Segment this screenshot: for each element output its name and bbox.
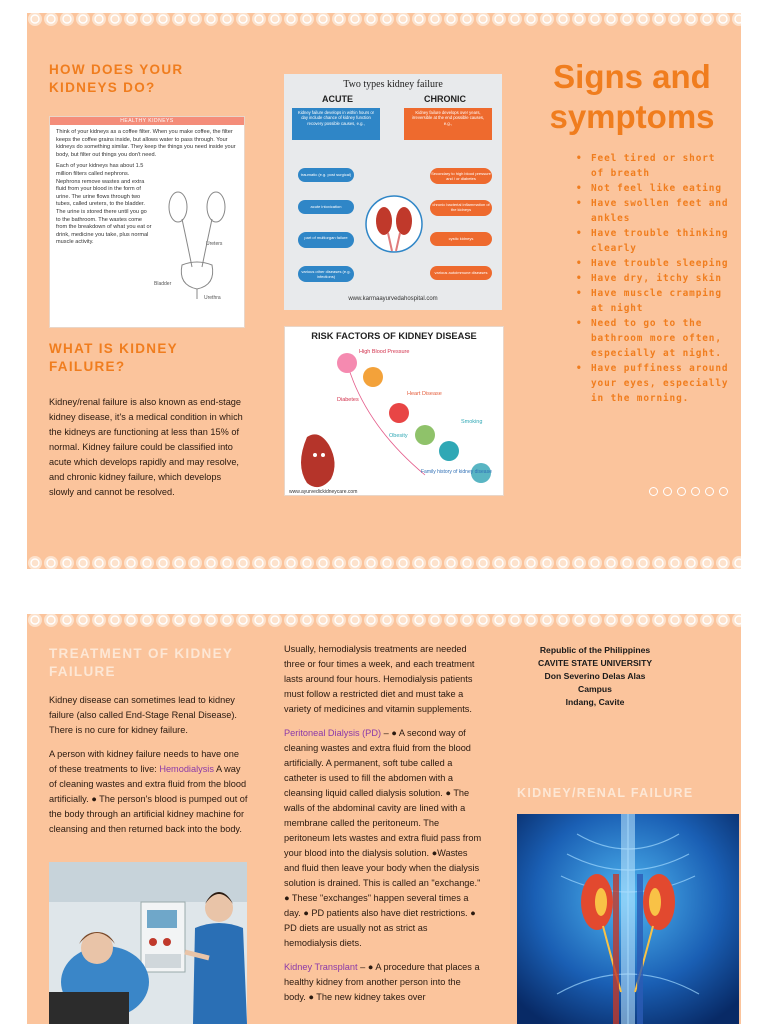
risk-url: www.ayurvedickidneycare.com	[289, 489, 358, 495]
peritoneal-dialysis-link[interactable]: Peritoneal Dialysis (PD)	[284, 728, 382, 738]
sign-item: • Have muscle cramping at night	[573, 286, 733, 316]
sign-item: • Have puffiness around your eyes, especially in the morning.	[573, 361, 733, 406]
risk-label-bp: High Blood Pressure	[359, 349, 410, 355]
how-kidneys-heading: HOW DOES YOUR KIDNEYS DO?	[49, 62, 184, 95]
kidneys-icon	[364, 179, 424, 269]
risk-label-smoking: Smoking	[461, 419, 483, 425]
acute-cause-1: traumatic (e.g. post surgical)	[298, 168, 354, 182]
chronic-description: Kidney failure develops over years, irreversible at the end possible causes, e.g.,	[404, 108, 492, 140]
healthy-kidneys-title: HEALTHY KIDNEYS	[50, 117, 244, 125]
scallop-border-bottom	[27, 547, 741, 569]
kidney-transplant-link[interactable]: Kidney Transplant	[284, 962, 358, 972]
healthy-kidneys-para2: Each of your kidneys has about 1.5 million filters called nephrons. Nephrons remove wastes and extra fluid from your blood in the form of urine. The urine flows through two tubes, called ureters, to the bladder. The urine is stored there until you go to the bathroom. The wastes come from the breakdown of what you eat or drink, medicine you take, plus normal muscle activity.	[56, 163, 152, 246]
acute-cause-3: part of multiorgan failure	[298, 232, 354, 248]
label-urethra: Urethra	[204, 295, 221, 301]
signs-and-symptoms-title: Signs and symptoms	[549, 58, 715, 135]
brochure-outer-panel	[27, 13, 741, 569]
hemodialysis-photo	[49, 862, 247, 1024]
sign-item: • Have trouble thinking clearly	[573, 226, 733, 256]
risk-factors-illustration	[285, 345, 503, 495]
university-line-1: Republic of the Philippines	[539, 645, 651, 655]
scallop-border-top	[27, 13, 741, 35]
acute-cause-4: various other diseases (e.g. infections)	[298, 266, 354, 282]
treatment-para-1: Kidney disease can sometimes lead to kidney failure (also called End-Stage Renal Disease). There is no cure for kidney failure.	[49, 695, 237, 735]
kidney-anatomy-image	[517, 814, 739, 1024]
kidney-renal-failure-heading: KIDNEY/RENAL FAILURE	[517, 786, 694, 800]
treatment-heading: TREATMENT OF KIDNEY FAILURE	[49, 646, 233, 679]
peritoneal-dialysis-text: Peritoneal Dialysis (PD) – ● A second way of cleaning wastes and extra fluid from the blood artificially. A permanent, soft tube called a catheter is used to fill the abdomen with a cleansing liquid called dialysis solution. ● The walls of the abdominal cavity are lined with a membrane called the peritoneum. The peritoneum lets wastes and extra fluid pass from your blood into the dialysis solution. ●Wastes and fluid then leave your body when the dialysis solution is drained. This is called an "exchange." ● These "exchanges" happen several times a day. ● PD patients also have diet restrictions. ● PD diets are usually not as strict as hemodialysis diets.	[284, 728, 482, 948]
two-types-url: www.karmaayurvedahospital.com	[348, 296, 438, 302]
risk-label-family: Family history of kidney disease	[421, 469, 492, 475]
urinary-system-illustration	[154, 187, 240, 303]
risk-factors-figure	[284, 326, 504, 496]
risk-label-heart: Heart Disease	[407, 391, 442, 397]
sign-item: • Have dry, itchy skin	[573, 271, 733, 286]
chronic-cause-2: chronic bacterial inflammation of the kidneys	[430, 200, 492, 216]
healthy-kidneys-figure	[49, 116, 245, 328]
two-types-title: Two types kidney failure	[343, 79, 443, 90]
sign-item: • Have swollen feet and ankles	[573, 196, 733, 226]
dialysis-text-block	[284, 642, 482, 1014]
scallop-border-top-2	[27, 614, 741, 636]
risk-label-diabetes: Diabetes	[337, 397, 359, 403]
treatment-text-block	[49, 693, 249, 846]
university-line-5: Indang, Cavite	[565, 697, 625, 707]
acute-cause-2: acute intoxication	[298, 200, 354, 214]
risk-label-obesity: Obesity	[389, 433, 408, 439]
decorative-circles	[649, 483, 733, 501]
university-line-3: Don Severino Delas Alas	[544, 671, 646, 681]
hemodialysis-schedule-text: Usually, hemodialysis treatments are needed three or four times a week, and each treatment lasts around four hours. Hemodialysis patients must follow a restricted diet and must take a variety of medicines and vitamin supplements.	[284, 644, 475, 714]
hemodialysis-link[interactable]: Hemodialysis	[159, 764, 214, 774]
chronic-cause-3: cystic kidneys	[430, 232, 492, 246]
chronic-cause-4: various autoimmune diseases	[430, 266, 492, 280]
chronic-cause-1: Secondary to high blood pressure and / or diabetes	[430, 168, 492, 184]
label-ureters: Ureters	[206, 241, 223, 247]
risk-factors-title: RISK FACTORS OF KIDNEY DISEASE	[311, 331, 477, 341]
kidney-transplant-text: Kidney Transplant – ● A procedure that places a healthy kidney from another person into the body. ● The new kidney takes over	[284, 962, 480, 1002]
sign-item: • Feel tired or short of breath	[573, 151, 733, 181]
two-types-kidney-failure-figure	[284, 74, 502, 310]
university-line-2: CAVITE STATE UNIVERSITY	[537, 658, 653, 668]
what-is-kidney-failure-text: Kidney/renal failure is also known as end-stage kidney disease, it's a medical condition in which the kidneys are functioning at less than 15% of normal. Kidney failure could be classified into acute which develops rapidly and may resolve, and chronic kidney failure, which develops slowly and cannot be resolved.	[49, 397, 243, 497]
brochure-inner-panel	[27, 614, 741, 1024]
sign-item: • Need to go to the bathroom more often, especially at night.	[573, 316, 733, 361]
university-line-4: Campus	[578, 684, 612, 694]
healthy-kidneys-para1: Think of your kidneys as a coffee filter. When you make coffee, the filter keeps the coffee grains inside, but allows water to pass through. Your kidneys do something similar. They keep the things you need inside your body, but filter out things you don't need.	[56, 129, 236, 158]
signs-list	[573, 151, 733, 406]
acute-description: Kidney failure develops in within hours or day include chance of kidney function recovery possible causes, e.g.,	[292, 108, 380, 140]
sign-item: • Have trouble sleeping	[573, 256, 733, 271]
chronic-label: CHRONIC	[424, 94, 466, 104]
sign-item: • Not feel like eating	[573, 181, 733, 196]
what-is-kidney-failure-heading: WHAT IS KIDNEY FAILURE?	[49, 341, 178, 374]
acute-label: ACUTE	[322, 94, 353, 104]
university-block	[505, 644, 685, 709]
treatment-para-2: A person with kidney failure needs to have one of these treatments to live: Hemodialysis A way of cleaning wastes and extra fluid from the blood artificially. ● The person's blood is pumped out of the body through an artificial kidney machine for cleansing and then returned back into the body.	[49, 749, 248, 834]
label-bladder: Bladder	[154, 281, 172, 287]
